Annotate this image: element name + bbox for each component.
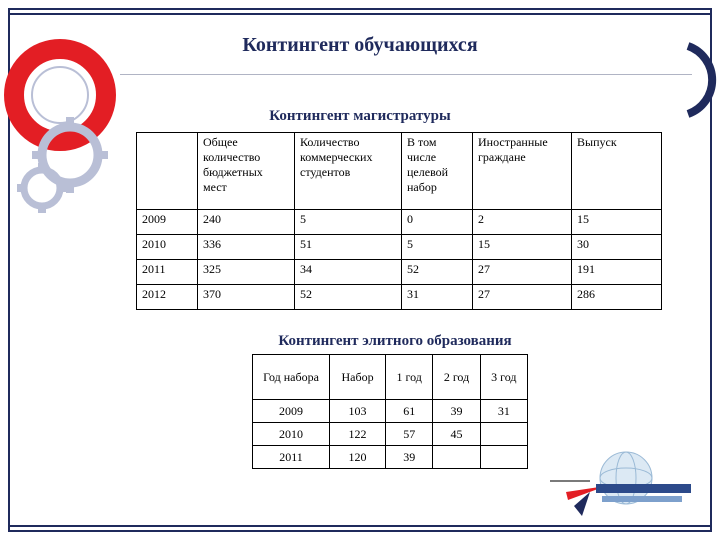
frame-bottom-line <box>8 530 712 532</box>
cell: 61 <box>386 400 433 423</box>
table-row <box>137 285 662 310</box>
section-title-elite: Контингент элитного образования <box>278 333 512 349</box>
university-logo-icon <box>546 448 696 528</box>
cell: 39 <box>386 446 433 469</box>
header-cell: 1 год <box>386 355 433 400</box>
cell: 325 <box>198 260 295 285</box>
header-cell: Набор <box>330 355 386 400</box>
cell: 286 <box>572 285 662 310</box>
cell: 31 <box>480 400 527 423</box>
frame-top-line <box>8 13 712 15</box>
cell: 240 <box>198 210 295 235</box>
cell: 45 <box>433 423 480 446</box>
cell: 39 <box>433 400 480 423</box>
cell: 15 <box>473 235 572 260</box>
frame-top-line <box>8 8 712 10</box>
table-row <box>253 446 528 469</box>
cell: 2011 <box>253 446 330 469</box>
header-cell <box>137 133 198 210</box>
cell: 120 <box>330 446 386 469</box>
header-cell: Год набора <box>253 355 330 400</box>
title-divider <box>120 74 692 75</box>
cell <box>433 446 480 469</box>
table-row <box>137 235 662 260</box>
table-row <box>253 423 528 446</box>
table-row <box>137 210 662 235</box>
elite-education-table <box>252 354 528 469</box>
header-cell: 2 год <box>433 355 480 400</box>
header-cell: Иностранные граждане <box>473 133 572 210</box>
cell: 122 <box>330 423 386 446</box>
cell: 2009 <box>137 210 198 235</box>
header-cell: Количество коммерческих студентов <box>295 133 402 210</box>
cell: 5 <box>402 235 473 260</box>
cell: 34 <box>295 260 402 285</box>
page-title: Контингент обучающихся <box>242 34 478 56</box>
magistracy-table <box>136 132 662 310</box>
section-title-magistracy: Контингент магистратуры <box>269 108 451 124</box>
cell: 336 <box>198 235 295 260</box>
cell: 2009 <box>253 400 330 423</box>
cell: 51 <box>295 235 402 260</box>
cell: 27 <box>473 285 572 310</box>
cell: 30 <box>572 235 662 260</box>
cell: 52 <box>402 260 473 285</box>
table-header-row <box>137 133 662 210</box>
cell: 57 <box>386 423 433 446</box>
cell: 2012 <box>137 285 198 310</box>
cell: 52 <box>295 285 402 310</box>
cell: 103 <box>330 400 386 423</box>
cell: 2011 <box>137 260 198 285</box>
header-cell: В том числе целевой набор <box>402 133 473 210</box>
cell: 31 <box>402 285 473 310</box>
cell <box>480 423 527 446</box>
cell: 191 <box>572 260 662 285</box>
header-cell: Общее количество бюджетных мест <box>198 133 295 210</box>
cell: 15 <box>572 210 662 235</box>
cell: 5 <box>295 210 402 235</box>
table-header-row <box>253 355 528 400</box>
table-row <box>137 260 662 285</box>
cell <box>480 446 527 469</box>
cell: 2010 <box>253 423 330 446</box>
header-cell: Выпуск <box>572 133 662 210</box>
cell: 27 <box>473 260 572 285</box>
cell: 0 <box>402 210 473 235</box>
cell: 2010 <box>137 235 198 260</box>
cell: 370 <box>198 285 295 310</box>
cell: 2 <box>473 210 572 235</box>
header-cell: 3 год <box>480 355 527 400</box>
table-row <box>253 400 528 423</box>
